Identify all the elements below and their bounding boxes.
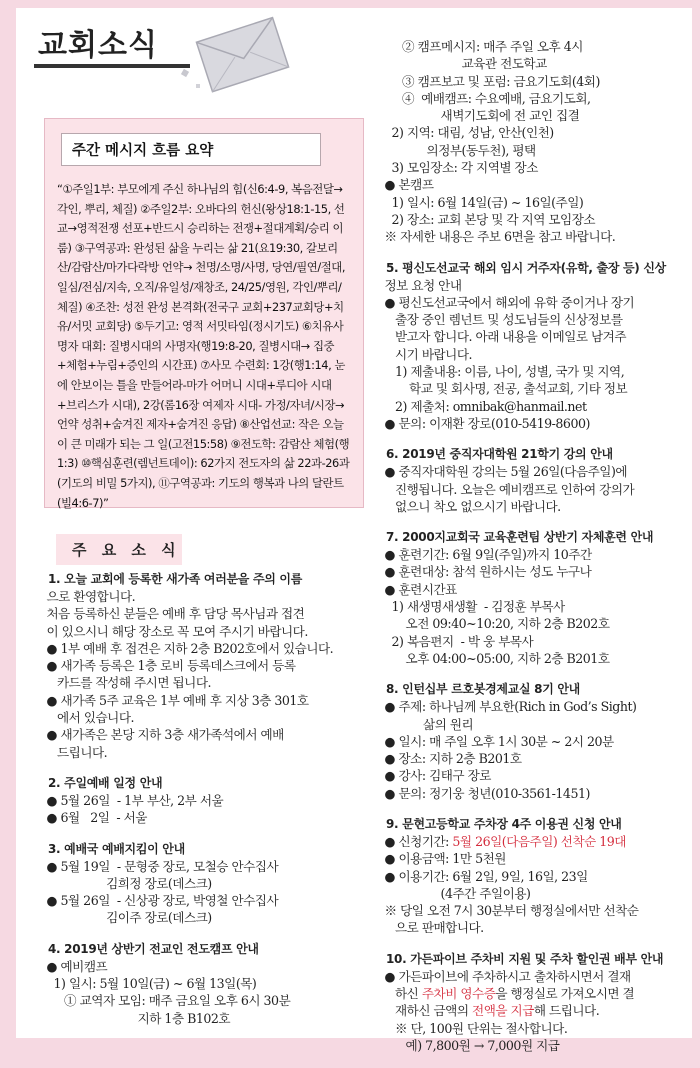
notice-line: 3) 모임장소: 각 지역별 장소 (374, 160, 538, 176)
notice-line: 으로 환영합니다. (36, 589, 136, 604)
notice-line: 1) 제출내용: 이름, 나이, 성별, 국가 및 지역, (374, 364, 625, 380)
notice-line: 1) 새생명새생활 - 김정훈 부목사 (374, 599, 565, 615)
notice-line: 2) 제출처: omnibak@hanmail.net (374, 398, 587, 414)
notice-line: ● 5월 26일 - 1부 부산, 2부 서울 (36, 792, 224, 808)
notice-line: ① 교역자 모임: 매주 금요일 오후 6시 30분 (36, 993, 291, 1009)
notice-line: ● 6월 2일 - 서울 (36, 810, 147, 826)
bulletin-page (16, 8, 692, 1053)
notice-line: 오전 09:40~10:20, 지하 2층 B202호 (374, 616, 610, 632)
notice-line: 학교 및 회사명, 전공, 출석교회, 기타 정보 (374, 381, 628, 397)
notice-line: 드립니다. (36, 744, 108, 760)
notice-item (374, 529, 692, 667)
notice-line: 재하신 금액의 전액을 지급해 드립니다. (374, 1003, 600, 1019)
notice-line: ● 문의: 정기웅 청년(010-3561-1451) (374, 785, 590, 801)
notice-line: 으로 판매합니다. (374, 920, 484, 936)
notice-line: 이 있으시니 해당 장소로 꼭 모여 주시기 바랍니다. (36, 623, 308, 639)
notice-line: 김이주 장로(데스크) (36, 910, 212, 926)
notices-heading: 주 요 소 식 (56, 534, 182, 565)
notice-item (36, 571, 366, 761)
left-notice-list (36, 571, 366, 1027)
notice-line: 2) 복음편지 - 박 웅 부목사 (374, 633, 534, 649)
highlighted-text: 전액을 지급 (472, 1003, 534, 1019)
notice-line: 2) 지역: 대림, 성남, 안산(인천) (374, 125, 554, 141)
title-underline (34, 64, 190, 68)
notice-item (36, 775, 366, 827)
notice-title: 2. 주일예배 일정 안내 (48, 775, 163, 790)
right-column (374, 38, 692, 1068)
notice-line: 없으니 착오 없으시기 바랍니다. (374, 498, 561, 514)
notice-line: 김희정 장로(데스크) (36, 875, 212, 891)
notice-line: ● 신청기간: 5월 26일(다음주일) 선착순 19대 (374, 833, 626, 849)
page-title: 교회소식 (38, 28, 158, 63)
notice-line: ● 훈련대상: 참석 원하시는 성도 누구나 (374, 564, 592, 580)
notice-line: 받고자 합니다. 아래 내용을 이메일로 남겨주 (374, 329, 627, 345)
notice-line: ● 5월 19일 - 문형중 장로, 모철승 안수집사 (36, 858, 279, 874)
notice-line: ● 중직자대학원 강의는 5월 26일(다음주일)에 (374, 464, 628, 480)
notice-line: ② 캠프메시지: 매주 주일 오후 4시 (374, 39, 583, 54)
notice-title: 3. 예배국 예배지킴이 안내 (48, 841, 185, 856)
notice-line: 새벽기도회에 전 교인 집결 (374, 108, 580, 124)
notice-line: ● 이용기간: 6월 2일, 9일, 16일, 23일 (374, 868, 588, 884)
notice-title: 7. 2000지교회국 교육훈련팀 상반기 자체훈련 안내 (386, 530, 654, 545)
notice-item (36, 841, 366, 927)
right-notice-list (374, 38, 692, 1054)
notice-line: ● 새가족 5주 교육은 1부 예배 후 지상 3층 301호 (36, 692, 309, 708)
notice-line: ● 평신도선교국에서 해외에 유학 중이거나 장기 (374, 294, 635, 310)
notice-line: ● 일시: 매 주일 오후 1시 30분 ~ 2시 20분 (374, 733, 614, 749)
notice-line: 진행됩니다. 오늘은 예비캠프로 인하여 강의가 (374, 481, 635, 497)
highlighted-text: 주차비 영수증 (421, 986, 496, 1002)
notice-line: 카드를 작성해 주시면 됩니다. (36, 675, 212, 691)
notice-line: ● 본캠프 (374, 177, 434, 193)
notice-line: ● 강사: 김태구 장로 (374, 768, 491, 784)
notice-line: 에서 있습니다. (36, 710, 135, 726)
notice-line: 2) 장소: 교회 본당 및 각 지역 모임장소 (374, 211, 596, 227)
notice-line: ● 훈련시간표 (374, 581, 457, 597)
notice-line: 시기 바랍니다. (374, 346, 473, 362)
notice-item (374, 951, 692, 1054)
notice-line: 삶의 원리 (374, 716, 474, 732)
notice-title: 4. 2019년 상반기 전교인 전도캠프 안내 (48, 941, 259, 956)
notice-item (374, 681, 692, 802)
notice-line: 오후 04:00~05:00, 지하 2층 B201호 (374, 650, 610, 666)
notice-line: ※ 자세한 내용은 주보 6면을 참고 바랍니다. (374, 229, 616, 245)
notice-line: ※ 단, 100원 단위는 절사합니다. (374, 1020, 568, 1036)
notice-line: 하신 주차비 영수증을 행정실로 가져오시면 결 (374, 986, 635, 1002)
notice-line: ● 예비캠프 (36, 958, 108, 974)
notice-line: 1) 일시: 6월 14일(금) ~ 16일(주일) (374, 194, 584, 210)
notice-item (374, 816, 692, 937)
notice-item (374, 260, 692, 433)
highlighted-text: 5월 26일(다음주일) 선착순 19대 (452, 833, 626, 849)
summary-heading: 주간 메시지 흐름 요약 (61, 133, 321, 166)
notice-line: ④ 예배캠프: 수요예배, 금요기도회, (374, 90, 591, 106)
notice-line: 지하 1층 B102호 (36, 1010, 231, 1026)
notice-line: 의정부(동두천), 평택 (374, 142, 536, 158)
notice-title: 9. 문현고등학교 주차장 4주 이용권 신청 안내 (386, 816, 622, 831)
notice-line: ● 주제: 하나님께 부요한(Rich in God’s Sight) (374, 699, 637, 715)
notice-line: ● 가든파이브에 주차하시고 출차하시면서 결재 (374, 968, 631, 984)
left-column (36, 118, 366, 1041)
notice-line: 1) 일시: 5월 10일(금) ~ 6월 13일(목) (36, 976, 257, 992)
notice-line: ● 훈련기간: 6월 9일(주일)까지 10주간 (374, 547, 592, 563)
notice-line: ● 이용금액: 1만 5천원 (374, 851, 506, 867)
notice-line: ③ 캠프보고 및 포럼: 금요기도회(4회) (374, 73, 600, 89)
envelope-icon (174, 16, 304, 104)
notice-line: ● 새가족 등록은 1층 로비 등록데스크에서 등록 (36, 658, 296, 674)
notice-line: ● 5월 26일 - 신상광 장로, 박영철 안수집사 (36, 893, 279, 909)
notice-title: 1. 오늘 교회에 등록한 새가족 여러분을 주의 이름 (48, 572, 303, 586)
notice-item (374, 446, 692, 515)
notice-line: 출장 중인 렘넌트 및 성도님들의 신상정보를 (374, 312, 623, 328)
notice-item (36, 941, 366, 1027)
notice-line: ● 장소: 지하 2층 B201호 (374, 751, 522, 767)
summary-box (44, 118, 364, 508)
notice-title: 8. 인턴십부 르호봇경제교실 8기 안내 (386, 682, 580, 697)
summary-text: “①주일1부: 부모에게 주신 하나님의 힘(신6:4-9, 복음전달→각인, 뿌리, 체질) ②주일2부: 오바다의 헌신(왕상18:1-15, 선교→영적전쟁 선포+반드시 승리하는 전쟁+절대계획/승리 이룸) ③구역공과: 완성된 삶을 누리는 삶 21(요19:30, 갈보리산/감람산/마가다락방 언약→ 천명/소명/사명, 당연/필연/절대, 일심/전심/지속, 오직/유일성/재창조, 24/25/영원, 각인/뿌리/체질) ④조찬: 성전 완성 본격화(전국구 교회+237교회당+치유/서밋 교회당) ⑤두기고: 영적 서밋타임(정시기도) ⑥치유사명자 대회: 질병시대의 사명자(행19:8-20, 질병시대→ 집중+체험+누림+증인의 시간표) ⑦사모 수련회: 1강(행1:14, 눈에 안보이는 틀을 만들어라-마가 어머니 시대+루디아 시대+브리스가 시대), 2강(롬16장 여제자 시대- 가정/자녀/시장→ 언약 성취+숨겨진 제자+숨겨진 응답) ⑧산업선교: 작은 오늘이 큰 미래가 되는 그 일(고전15:58) ⑨전도학: 감람산 체험(행1:3) ⑩핵심훈련(렘넌트데이): 62가지 전도자의 삶 22과-26과(기도의 비밀 5가지), ⑪구역공과: 기도의 행복과 나의 달란트(빌4:6-7)” (57, 182, 350, 510)
notice-line: ● 문의: 이재환 장로(010-5419-8600) (374, 415, 590, 431)
notice-line: ※ 당일 오전 7시 30분부터 행정실에서만 선착순 (374, 903, 639, 919)
notice-title: 5. 평신도선교국 해외 임시 거주자(유학, 출장 등) 신상 (386, 260, 666, 275)
notice-title: 10. 가든파이브 주차비 지원 및 주차 할인권 배부 안내 (386, 951, 664, 966)
notice-item (374, 38, 692, 246)
notice-line: 예) 7,800원 → 7,000원 지급 (374, 1037, 560, 1053)
notice-line: 정보 요청 안내 (374, 277, 462, 293)
notice-title: 6. 2019년 중직자대학원 21학기 강의 안내 (386, 447, 613, 462)
notice-line: 교육관 전도학교 (374, 56, 547, 72)
notice-line: 처음 등록하신 분들은 예배 후 담당 목사님과 접견 (36, 606, 305, 622)
notice-line: (4주간 주일이용) (374, 885, 531, 901)
notice-line: ● 새가족은 본당 지하 3층 새가족석에서 예배 (36, 727, 284, 743)
notice-line: ● 1부 예배 후 접견은 지하 2층 B202호에서 있습니다. (36, 640, 334, 656)
